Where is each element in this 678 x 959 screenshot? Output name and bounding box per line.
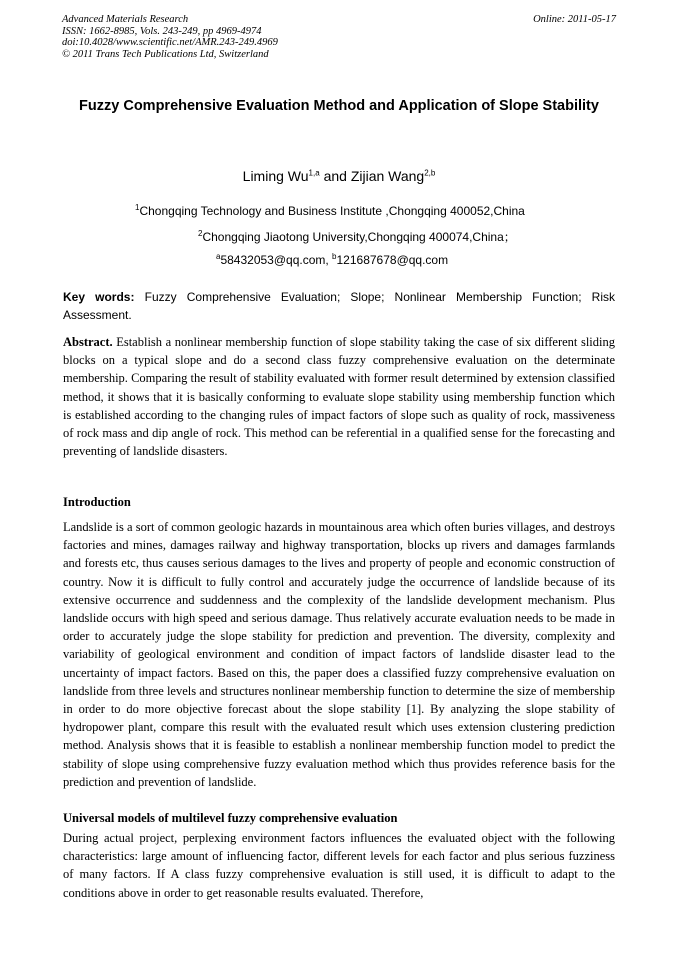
affiliation-2-text: Chongqing Jiaotong University,Chongqing 400074,China； xyxy=(202,230,516,244)
author-line xyxy=(0,168,678,184)
abstract xyxy=(63,333,615,460)
affiliation-2 xyxy=(198,228,516,245)
abstract-label: Abstract. xyxy=(63,335,113,349)
affiliation-2-sup: 2 xyxy=(198,229,203,238)
section-2-text: During actual project, perplexing environment factors influences the evaluated object with the following characteristics: large amount of influencing factor, different levels for each factor and plus serious fuzziness of many factors. If A class fuzzy comprehensive evaluation is still used, it is difficult to adapt to the conditions above in order to get reasonable results evaluated. Therefore, xyxy=(63,831,615,900)
email-1: 58432053@qq.com, xyxy=(220,253,333,267)
email-1-sup: a xyxy=(216,252,221,261)
abstract-text: Establish a nonlinear membership function of slope stability taking the case of six different sliding blocks on a typical slope and do a second class fuzzy comprehensive evaluation on the determinate membership. Comparing the result of stability evaluated with former result determined by extension classified method, it shows that it is basically conforming to evaluate slope stability using membership function which is established according to the changing rules of impact factors of slope such as quality of rock, massiveness of rock mass and dip angle of rock. This method can be referential in a qualified sense for the forecasting and preventing of landslide disasters. xyxy=(63,335,616,459)
copyright-line: © 2011 Trans Tech Publications Ltd, Switzerland xyxy=(62,48,269,60)
keywords xyxy=(63,289,615,324)
author-and: and xyxy=(323,168,347,184)
doi-line: doi:10.4028/www.scientific.net/AMR.243-249.4969 xyxy=(62,37,278,49)
affiliation-1-text: Chongqing Technology and Business Institute ,Chongqing 400052,China xyxy=(139,204,525,218)
author-2: Zijian Wang xyxy=(350,168,425,184)
email-2-sup: b xyxy=(332,252,337,261)
section-2-heading: Universal models of multilevel fuzzy comprehensive evaluation xyxy=(63,811,398,825)
email-line xyxy=(216,253,448,267)
author-2-sup: 2,b xyxy=(424,168,436,178)
online-date: Online: 2011-05-17 xyxy=(533,14,616,25)
author-1: Liming Wu xyxy=(242,168,309,184)
paper-title: Fuzzy Comprehensive Evaluation Method and Application of Slope Stability xyxy=(79,98,599,114)
affiliation-1-sup: 1 xyxy=(135,203,140,212)
issn-line: ISSN: 1662-8985, Vols. 243-249, pp 4969-4974 xyxy=(62,25,262,37)
running-header xyxy=(62,14,616,60)
keywords-label: Key words: xyxy=(63,290,135,304)
affiliation-1 xyxy=(135,204,525,218)
email-2: 121687678@qq.com xyxy=(336,253,449,267)
introduction-text: Landslide is a sort of common geologic hazards in mountainous area which often buries villages, and destroys factories and mines, damages railway and highway transportation, blocks up rivers and damages farmlands and forests etc, thus causes serious damages to the lives and property of people and economic construction of country. Now it is difficult to fully control and accurately judge the occurrence of landslide because of its extensive occurrence and suddenness and the complexity of the landslide development mechanism. Plus landslide occurs with high speed and serious damage. Thus relatively accurate evaluation needs to be made in order to accurately judge the slope stability for prediction and prevention. The diversity, complexity and variability of geological environment and condition of impact factors of landslide disaster lead to the uncertainty of impact factors. Based on this, the paper does a classified fuzzy comprehensive evaluation on landslide from three levels and structures nonlinear membership function to determine the size of membership in order to do more objective forecast about the slope stability [1]. By analyzing the slope stability of hydropower plant, compare this result with the evaluated result which uses extension clustering prediction method. Analysis shows that it is feasible to establish a nonlinear membership function model to predict the stability of slope using comprehensive fuzzy evaluation method which thus provides reference basis for the prediction and prevention of landslide. xyxy=(63,520,615,789)
author-1-sup: 1,a xyxy=(308,168,320,178)
keywords-text: Fuzzy Comprehensive Evaluation; Slope; Nonlinear Membership Function; Risk Assessment. xyxy=(63,290,615,322)
journal-name: Advanced Materials Research xyxy=(62,14,189,25)
introduction-heading: Introduction xyxy=(63,495,131,509)
